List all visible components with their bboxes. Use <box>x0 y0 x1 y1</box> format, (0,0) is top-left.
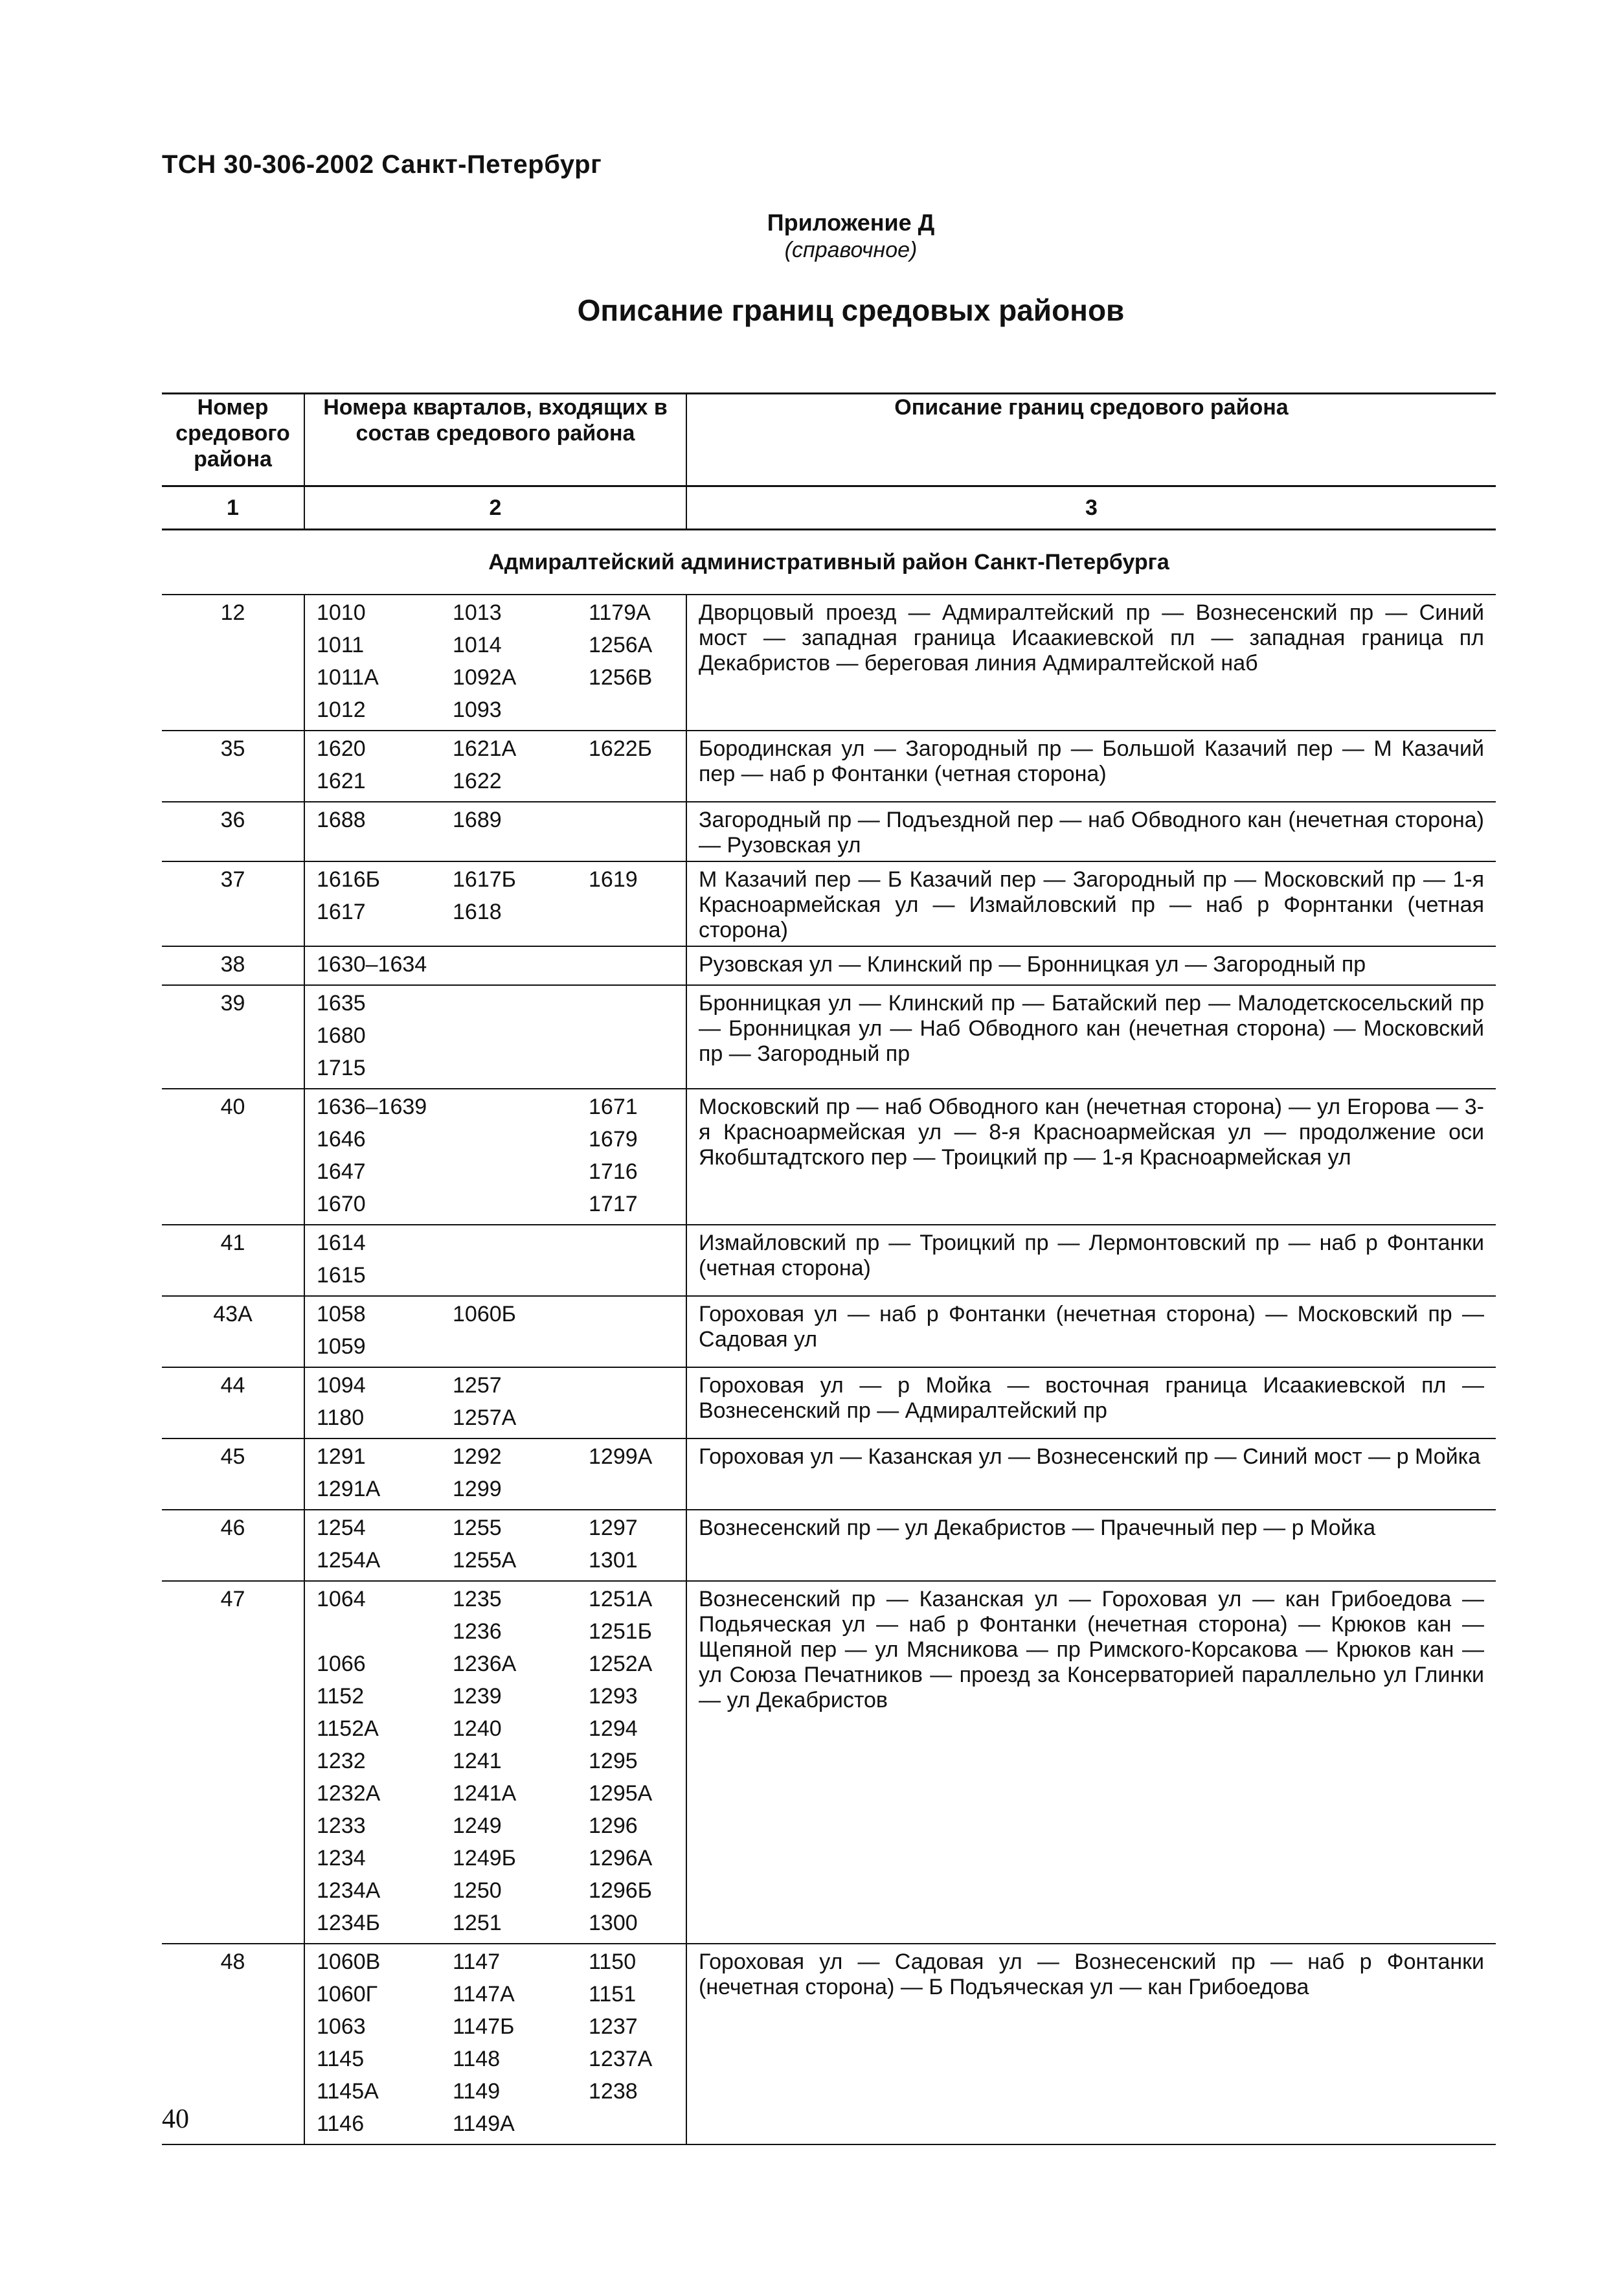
block-number: 1635 <box>317 991 366 1016</box>
block-number <box>453 952 589 984</box>
block-number <box>453 1056 589 1088</box>
table-row <box>162 731 1496 802</box>
block-number: 1300 <box>589 1911 638 1935</box>
block-numbers-cell <box>304 1367 686 1438</box>
block-number: 1295 <box>589 1749 638 1773</box>
block-number: 1670 <box>317 1192 366 1216</box>
block-number: 1146 <box>317 2111 365 2136</box>
block-number <box>589 1023 692 1056</box>
block-number: 1621А <box>453 736 517 761</box>
boundary-description: Гороховая ул — Казанская ул — Вознесенский пр — Синий мост — р Мойка <box>686 1438 1496 1510</box>
block-number: 1293 <box>589 1684 638 1709</box>
block-number: 1060Г <box>317 1982 378 2007</box>
block-number: 1232 <box>317 1749 366 1773</box>
block-number <box>589 769 692 801</box>
block-number: 1150 <box>589 1950 637 1974</box>
block-number: 1257А <box>453 1405 517 1430</box>
block-number: 1292 <box>453 1444 502 1469</box>
boundary-description: Гороховая ул — р Мойка — восточная граница Исаакиевской пл — Вознесенский пр — Адмиралтейский пр <box>686 1367 1496 1438</box>
district-boundaries-table <box>162 392 1496 2145</box>
block-number: 1241А <box>453 1781 517 1806</box>
block-number: 1240 <box>453 1716 502 1741</box>
boundary-description: Вознесенский пр — ул Декабристов — Прачечный пер — р Мойка <box>686 1510 1496 1581</box>
block-number <box>589 698 692 730</box>
block-number: 1614 <box>317 1231 366 1255</box>
block-number: 1616Б <box>317 867 380 892</box>
block-numbers-cell <box>304 985 686 1089</box>
block-numbers-grid <box>317 1950 686 2144</box>
block-number: 1145А <box>317 2079 379 2104</box>
block-number: 1618 <box>453 900 502 924</box>
block-number: 1014 <box>453 633 502 657</box>
block-number: 1294 <box>589 1716 638 1741</box>
block-number: 1066 <box>317 1652 366 1676</box>
block-number: 1234А <box>317 1878 381 1903</box>
district-number: 35 <box>162 731 304 802</box>
boundary-description: Вознесенский пр — Казанская ул — Гороховая ул — кан Грибоедова — Подьяческая ул — наб р Фонтанки (нечетная сторона) — Крюков кан — Щепяной пер — ул Мясникова — пр Римского-Корсакова — Крюков кан — ул Союза Печатников — проезд за Консерваторией параллельно ул Глинки — ул Декабристов <box>686 1581 1496 1944</box>
block-number: 1715 <box>317 1056 366 1080</box>
column-number-2: 2 <box>304 486 686 530</box>
block-number: 1256В <box>589 665 653 690</box>
district-number: 47 <box>162 1581 304 1944</box>
block-number: 1630–1634 <box>317 952 427 977</box>
block-numbers-grid <box>317 1302 686 1367</box>
block-number: 1232А <box>317 1781 381 1806</box>
table-row <box>162 1438 1496 1510</box>
block-number: 1636–1639 <box>317 1095 427 1119</box>
block-number <box>589 1231 692 1263</box>
block-number: 1237 <box>589 2014 638 2039</box>
block-number: 1179А <box>589 600 651 625</box>
block-number: 1296А <box>589 1846 653 1870</box>
block-number: 1012 <box>317 698 366 722</box>
block-number: 1180 <box>317 1405 365 1430</box>
block-number: 1254А <box>317 1548 381 1573</box>
block-number: 1250 <box>453 1878 502 1903</box>
block-numbers-grid <box>317 1516 686 1580</box>
block-number: 1251А <box>589 1587 653 1611</box>
district-number: 40 <box>162 1089 304 1225</box>
block-number: 1255А <box>453 1548 517 1573</box>
block-number: 1233 <box>317 1814 366 1838</box>
appendix-subtitle: (справочное) <box>784 238 918 262</box>
block-number: 1617 <box>317 900 366 924</box>
block-number <box>589 1263 692 1295</box>
district-number: 46 <box>162 1510 304 1581</box>
block-numbers-grid <box>317 808 686 840</box>
block-number: 1295А <box>589 1781 653 1806</box>
appendix-heading <box>0 209 1624 263</box>
block-numbers-cell <box>304 802 686 861</box>
district-number: 36 <box>162 802 304 861</box>
block-number: 1619 <box>589 867 638 892</box>
block-number: 1238 <box>589 2079 638 2104</box>
boundary-description: Загородный пр — Подъездной пер — наб Обводного кан (нечетная сторона) — Рузовская ул <box>686 802 1496 861</box>
section-title: Адмиралтейский административный район Санкт-Петербурга <box>162 530 1496 595</box>
block-number: 1013 <box>453 600 502 625</box>
boundary-description: Гороховая ул — наб р Фонтанки (нечетная сторона) — Московский пр — Садовая ул <box>686 1296 1496 1367</box>
block-number: 1147Б <box>453 2014 515 2039</box>
block-number: 1254 <box>317 1516 366 1540</box>
block-number: 1249Б <box>453 1846 516 1870</box>
district-number: 38 <box>162 946 304 985</box>
block-number: 1622Б <box>589 736 652 761</box>
table-row <box>162 1296 1496 1367</box>
block-number <box>453 1023 589 1056</box>
block-number: 1151 <box>589 1982 637 2007</box>
block-number: 1059 <box>317 1334 366 1359</box>
block-number: 1296Б <box>589 1878 652 1903</box>
table-row <box>162 861 1496 946</box>
block-number: 1680 <box>317 1023 366 1048</box>
block-number: 1152А <box>317 1716 379 1741</box>
block-number: 1622 <box>453 769 502 793</box>
block-numbers-grid <box>317 600 686 730</box>
district-number: 37 <box>162 861 304 946</box>
column-number-1: 1 <box>162 486 304 530</box>
block-numbers-cell <box>304 1944 686 2144</box>
block-number <box>453 1263 589 1295</box>
boundary-description: Дворцовый проезд — Адмиралтейский пр — Вознесенский пр — Синий мост — западная граница Исаакиевской пл — западная граница пл Декабристов — береговая линия Адмиралтейской наб <box>686 595 1496 731</box>
district-number: 48 <box>162 1944 304 2144</box>
district-number: 43А <box>162 1296 304 1367</box>
block-number: 1148 <box>453 2047 501 2071</box>
block-number <box>453 1159 589 1192</box>
block-number <box>317 1619 453 1652</box>
block-numbers-cell <box>304 946 686 985</box>
table-row <box>162 802 1496 861</box>
block-numbers-cell <box>304 1438 686 1510</box>
block-number: 1058 <box>317 1302 366 1326</box>
block-number: 1236А <box>453 1652 517 1676</box>
block-number: 1716 <box>589 1159 638 1184</box>
boundary-description: Бородинская ул — Загородный пр — Большой Казачий пер — М Казачий пер — наб р Фонтанки (четная сторона) <box>686 731 1496 802</box>
block-numbers-cell <box>304 1510 686 1581</box>
block-numbers-cell <box>304 731 686 802</box>
block-number: 1147 <box>453 1950 501 1974</box>
district-number: 12 <box>162 595 304 731</box>
block-number: 1147А <box>453 1982 515 2007</box>
table-row <box>162 1944 1496 2144</box>
block-numbers-grid <box>317 1231 686 1295</box>
block-number: 1234 <box>317 1846 366 1870</box>
block-number: 1149А <box>453 2111 515 2136</box>
block-number <box>589 1405 692 1438</box>
block-number: 1152 <box>317 1684 365 1709</box>
block-number: 1251Б <box>589 1619 652 1644</box>
block-number <box>453 991 589 1023</box>
block-number: 1255 <box>453 1516 502 1540</box>
block-numbers-cell <box>304 861 686 946</box>
block-numbers-cell <box>304 1581 686 1944</box>
table-row <box>162 1225 1496 1296</box>
block-number: 1671 <box>589 1095 638 1119</box>
block-number: 1252А <box>589 1652 653 1676</box>
block-number: 1249 <box>453 1814 502 1838</box>
district-number: 45 <box>162 1438 304 1510</box>
boundary-description: М Казачий пер — Б Казачий пер — Загородный пр — Московский пр — 1-я Красноармейская ул — Измайловский пр — наб р Форнтанки (четная сторона) <box>686 861 1496 946</box>
block-number: 1060Б <box>453 1302 516 1326</box>
block-number: 1647 <box>317 1159 366 1184</box>
block-number <box>589 900 692 932</box>
appendix-title: Приложение Д <box>767 209 935 236</box>
header-block-numbers: Номера кварталов, входящих в состав средового района <box>304 394 686 486</box>
block-numbers-grid <box>317 1444 686 1509</box>
block-numbers-grid <box>317 736 686 801</box>
boundary-description: Московский пр — наб Обводного кан (нечетная сторона) — ул Егорова — 3-я Красноармейская ул — 8-я Красноармейская ул — продолжение оси Якобштадтского пер — Троицкий пр — 1-я Красноармейская ул <box>686 1089 1496 1225</box>
block-number: 1235 <box>453 1587 502 1611</box>
boundary-description: Измайловский пр — Троицкий пр — Лермонтовский пр — наб р Фонтанки (четная сторона) <box>686 1225 1496 1296</box>
block-number: 1092А <box>453 665 517 690</box>
block-number <box>589 1334 692 1367</box>
header-boundary-description: Описание границ средового района <box>686 394 1496 486</box>
block-number: 1615 <box>317 1263 366 1288</box>
block-number: 1010 <box>317 600 366 625</box>
block-number: 1094 <box>317 1373 366 1398</box>
table-row <box>162 985 1496 1089</box>
block-numbers-cell <box>304 1089 686 1225</box>
block-number: 1646 <box>317 1127 366 1152</box>
table-row <box>162 946 1496 985</box>
block-number <box>453 1192 589 1224</box>
block-number: 1679 <box>589 1127 638 1152</box>
block-number: 1717 <box>589 1192 638 1216</box>
block-number <box>589 1056 692 1088</box>
document-code: ТСН 30-306-2002 Санкт-Петербург <box>162 150 602 179</box>
block-number: 1297 <box>589 1516 638 1540</box>
block-numbers-grid <box>317 867 686 932</box>
block-number <box>589 1373 692 1405</box>
table-row <box>162 1367 1496 1438</box>
block-number: 1299 <box>453 1477 502 1501</box>
block-number <box>589 1302 692 1334</box>
block-number <box>453 1334 589 1367</box>
block-numbers-grid <box>317 1095 686 1224</box>
page-number: 40 <box>162 2104 189 2134</box>
block-number: 1617Б <box>453 867 516 892</box>
block-number <box>589 1477 692 1509</box>
block-number: 1064 <box>317 1587 366 1611</box>
column-number-3: 3 <box>686 486 1496 530</box>
block-number: 1236 <box>453 1619 502 1644</box>
boundary-description: Рузовская ул — Клинский пр — Бронницкая ул — Загородный пр <box>686 946 1496 985</box>
block-number: 1291А <box>317 1477 381 1501</box>
block-numbers-grid <box>317 1373 686 1438</box>
header-district-number: Номер средового района <box>162 394 304 486</box>
block-number: 1234Б <box>317 1911 380 1935</box>
block-number: 1256А <box>589 633 653 657</box>
block-number: 1145 <box>317 2047 365 2071</box>
boundary-description: Бронницкая ул — Клинский пр — Батайский пер — Малодетскосельский пр — Бронницкая ул — Наб Обводного кан (нечетная сторона) — Московский пр — Загородный пр <box>686 985 1496 1089</box>
boundary-description: Гороховая ул — Садовая ул — Вознесенский пр — наб р Фонтанки (нечетная сторона) — Б Подъяческая ул — кан Грибоедова <box>686 1944 1496 2144</box>
block-number: 1257 <box>453 1373 502 1398</box>
table-row <box>162 1510 1496 1581</box>
block-numbers-cell <box>304 595 686 731</box>
block-numbers-grid <box>317 991 686 1088</box>
block-number: 1621 <box>317 769 366 793</box>
block-numbers-grid <box>317 952 686 984</box>
block-number <box>453 1127 589 1159</box>
block-number <box>589 2111 692 2144</box>
district-number: 41 <box>162 1225 304 1296</box>
district-number: 44 <box>162 1367 304 1438</box>
table-row <box>162 595 1496 731</box>
block-number <box>589 991 692 1023</box>
block-number: 1011А <box>317 665 379 690</box>
block-number: 1296 <box>589 1814 638 1838</box>
block-number: 1291 <box>317 1444 366 1469</box>
block-number: 1241 <box>453 1749 502 1773</box>
block-number: 1237А <box>589 2047 653 2071</box>
block-number: 1251 <box>453 1911 502 1935</box>
page-title: Описание границ средовых районов <box>577 293 1125 327</box>
table-row <box>162 1089 1496 1225</box>
district-number: 39 <box>162 985 304 1089</box>
block-number: 1620 <box>317 736 366 761</box>
block-numbers-cell <box>304 1225 686 1296</box>
block-number: 1149 <box>453 2079 501 2104</box>
block-number: 1093 <box>453 698 502 722</box>
block-number: 1011 <box>317 633 365 657</box>
block-number: 1301 <box>589 1548 638 1573</box>
block-number <box>453 1231 589 1263</box>
block-number: 1299А <box>589 1444 653 1469</box>
block-number <box>453 1095 589 1127</box>
block-number: 1063 <box>317 2014 366 2039</box>
block-numbers-cell <box>304 1296 686 1367</box>
block-number: 1689 <box>453 808 502 832</box>
table-body <box>162 595 1496 2144</box>
block-number <box>589 952 692 984</box>
table-row <box>162 1581 1496 1944</box>
block-numbers-grid <box>317 1587 686 1943</box>
block-number: 1688 <box>317 808 366 832</box>
block-number: 1060В <box>317 1950 381 1974</box>
block-number <box>589 808 692 840</box>
block-number: 1239 <box>453 1684 502 1709</box>
